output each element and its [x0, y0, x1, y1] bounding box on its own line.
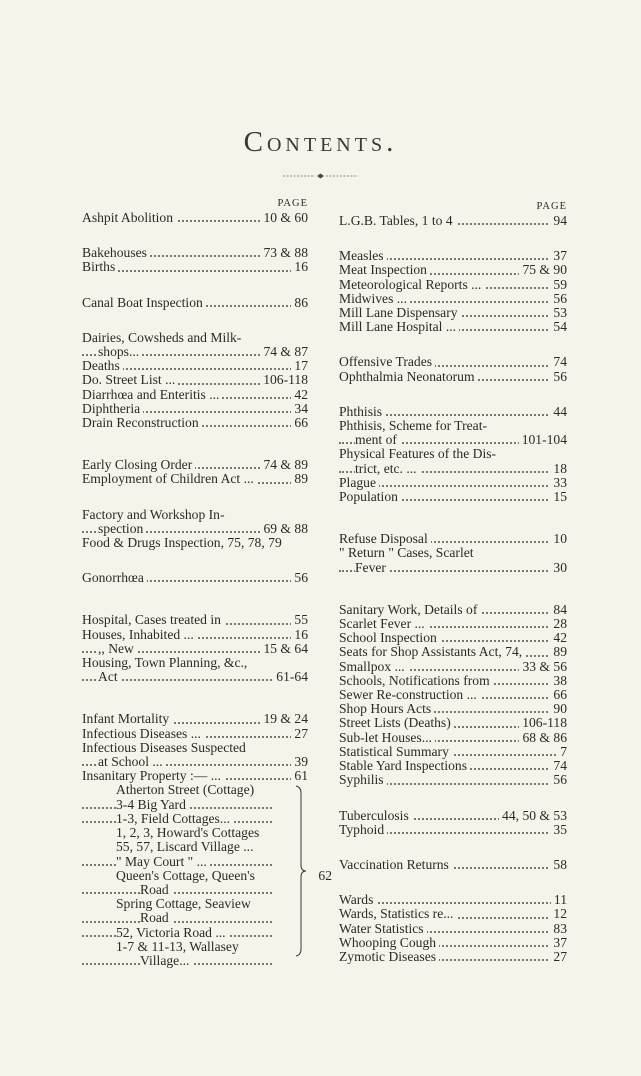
contents-subentry	[82, 783, 272, 797]
entry-label: Stable Yard Inspections	[339, 759, 470, 773]
contents-entry	[339, 263, 567, 277]
entry-label: shops...	[98, 345, 142, 359]
entry-label: 52, Victoria Road ...	[116, 926, 229, 940]
contents-entry	[339, 773, 567, 787]
entry-label: " May Court " ...	[116, 855, 210, 869]
entry-label: trict, etc. ...	[355, 462, 420, 476]
contents-entry	[339, 214, 567, 228]
section-gap	[339, 575, 567, 603]
entry-page: 44	[550, 405, 567, 419]
entry-page: 66	[550, 688, 567, 702]
entry-label: Ophthalmia Neonatorum	[339, 370, 478, 384]
entry-page: 84	[550, 603, 567, 617]
section-gap	[82, 275, 308, 296]
entry-label: Measles	[339, 249, 387, 263]
entry-label: Atherton Street (Cottage)	[116, 783, 257, 797]
entry-page: 106-118	[519, 716, 567, 730]
entry-label: Act	[98, 670, 121, 684]
contents-entry	[339, 674, 567, 688]
entry-label: Employment of Children Act ...	[82, 472, 257, 486]
contents-entry	[339, 419, 567, 433]
dot-leader	[82, 921, 272, 923]
contents-entry	[339, 950, 567, 964]
entry-label: Food & Drugs Inspection, 75, 78, 79	[82, 536, 285, 550]
contents-entry	[339, 922, 567, 936]
entry-page: 28	[550, 617, 567, 631]
contents-entry	[82, 359, 308, 373]
entry-page: 89	[291, 472, 308, 486]
entry-label: Physical Features of the Dis-	[339, 447, 499, 461]
entry-label: Canal Boat Inspection	[82, 296, 206, 310]
contents-entry	[82, 769, 308, 783]
section-gap	[339, 334, 567, 355]
entry-label: 3-4 Big Yard	[116, 798, 189, 812]
entry-label: Spring Cottage, Seaview	[116, 897, 254, 911]
entry-label: Smallpox ...	[339, 660, 408, 674]
entry-page: 83	[550, 922, 567, 936]
entry-label: Meat Inspection	[339, 263, 430, 277]
entry-page: 38	[550, 674, 567, 688]
contents-entry	[339, 809, 567, 823]
contents-subentry	[82, 883, 272, 897]
contents-entry	[339, 688, 567, 702]
contents-entry	[82, 402, 308, 416]
section-gap	[82, 310, 308, 331]
entry-label: Syphilis	[339, 773, 387, 787]
entry-page: 18	[550, 462, 567, 476]
section-gap	[339, 384, 567, 405]
contents-entry	[339, 278, 567, 292]
entry-label: Infant Mortality	[82, 712, 172, 726]
entry-label: Diarrhœa and Enteritis ...	[82, 388, 222, 402]
entry-label: Houses, Inhabited ...	[82, 628, 197, 642]
contents-subentry	[82, 855, 272, 869]
entry-label: Phthisis	[339, 405, 385, 419]
section-gap	[339, 504, 567, 532]
entry-label: Midwives ...	[339, 292, 410, 306]
contents-entry	[339, 405, 567, 419]
entry-label: Schools, Notifications from	[339, 674, 493, 688]
contents-subentry	[82, 940, 272, 954]
entry-label: Ashpit Abolition	[82, 211, 176, 225]
entry-page: 56	[550, 773, 567, 787]
contents-entry	[82, 345, 308, 359]
entry-page: 27	[291, 727, 308, 741]
contents-entry	[339, 617, 567, 631]
contents-subentry	[82, 812, 272, 826]
entry-label: Tuberculosis	[339, 809, 412, 823]
entry-label: Sewer Re-construction ...	[339, 688, 480, 702]
entry-label: Deaths	[82, 359, 123, 373]
contents-entry	[82, 670, 308, 684]
entry-label: School Inspection	[339, 631, 440, 645]
entry-label: Shop Hours Acts	[339, 702, 434, 716]
entry-label: Hospital, Cases treated in	[82, 613, 224, 627]
entry-label: at School ...	[98, 755, 166, 769]
entry-page: 10	[550, 532, 567, 546]
ornament-rule	[283, 173, 358, 179]
entry-label: Gonorrhœa	[82, 571, 147, 585]
entry-page: 10 & 60	[260, 211, 308, 225]
entry-page: 27	[550, 950, 567, 964]
entry-page: 55	[291, 613, 308, 627]
contents-subentry	[82, 954, 272, 968]
entry-label: Typhoid	[339, 823, 387, 837]
entry-page: 7	[557, 745, 567, 759]
entry-page: 42	[291, 388, 308, 402]
entry-label: Meteorological Reports ...	[339, 278, 484, 292]
contents-entry	[339, 858, 567, 872]
entry-label: Mill Lane Dispensary	[339, 306, 461, 320]
right-brace	[294, 785, 308, 957]
contents-entry	[339, 476, 567, 490]
section-gap	[339, 837, 567, 858]
entry-page: 90	[550, 702, 567, 716]
entry-label: Seats for Shop Assistants Act, 74,	[339, 645, 525, 659]
entry-label: Infectious Diseases ...	[82, 727, 204, 741]
entry-page: 101-104	[519, 433, 567, 447]
contents-entry	[82, 628, 308, 642]
contents-subentry	[82, 911, 272, 925]
entry-page: 17	[291, 359, 308, 373]
page-column-heading: PAGE	[536, 201, 567, 212]
entry-label: Phthisis, Scheme for Treat-	[339, 419, 490, 433]
entry-label: Road	[140, 911, 172, 925]
contents-entry	[82, 642, 308, 656]
entry-page: 75 & 90	[519, 263, 567, 277]
contents-entry	[339, 370, 567, 384]
entry-label: L.G.B. Tables, 1 to 4	[339, 214, 456, 228]
contents-entry	[339, 893, 567, 907]
contents-entry	[339, 823, 567, 837]
entry-label: Queen's Cottage, Queen's	[116, 869, 258, 883]
entry-label: Sub-let Houses...	[339, 731, 435, 745]
entry-label: Offensive Trades	[339, 355, 435, 369]
entry-page: 74	[550, 759, 567, 773]
section-gap	[82, 684, 308, 712]
contents-entry	[82, 246, 308, 260]
entry-page: 61	[291, 769, 308, 783]
entry-label: Early Closing Order	[82, 458, 195, 472]
entry-label: Sanitary Work, Details of	[339, 603, 480, 617]
entry-page: 53	[550, 306, 567, 320]
entry-label: Zymotic Diseases	[339, 950, 439, 964]
contents-subentry	[82, 869, 272, 883]
entry-label: Wards	[339, 893, 376, 907]
entry-page: 94	[550, 214, 567, 228]
contents-entry	[339, 561, 567, 575]
contents-entry	[339, 936, 567, 950]
section-gap	[82, 585, 308, 613]
entry-page: 42	[550, 631, 567, 645]
contents-entry	[339, 447, 567, 461]
contents-entry	[82, 656, 308, 670]
entry-page: 33	[550, 476, 567, 490]
entry-label: 1-3, Field Cottages...	[116, 812, 233, 826]
entry-label: Births	[82, 260, 118, 274]
contents-entry	[339, 320, 567, 334]
contents-entry	[339, 660, 567, 674]
entry-page: 34	[291, 402, 308, 416]
entry-page: 11	[551, 893, 567, 907]
page-title: Contents.	[243, 126, 398, 158]
entry-label: Mill Lane Hospital ...	[339, 320, 459, 334]
section-gap	[82, 487, 308, 508]
contents-entry	[82, 741, 308, 755]
contents-entry	[339, 603, 567, 617]
entry-label: Bakehouses	[82, 246, 150, 260]
contents-entry	[82, 296, 308, 310]
entry-page: 89	[550, 645, 567, 659]
section-gap	[82, 550, 308, 571]
entry-label: Refuse Disposal	[339, 532, 431, 546]
entry-label: Population	[339, 490, 401, 504]
entry-label: Wards, Statistics re...	[339, 907, 456, 921]
entry-label: Do. Street List ...	[82, 373, 178, 387]
entry-page: 106-118	[260, 373, 308, 387]
section-gap	[82, 430, 308, 458]
contents-entry	[82, 613, 308, 627]
contents-entry	[339, 292, 567, 306]
contents-entry	[82, 536, 308, 550]
contents-subentry	[82, 826, 272, 840]
entry-label: Vaccination Returns	[339, 858, 452, 872]
contents-entry	[339, 532, 567, 546]
entry-label: Road	[140, 883, 172, 897]
contents-entry	[82, 727, 308, 741]
entry-page: 56	[550, 292, 567, 306]
entry-page: 16	[291, 628, 308, 642]
entry-page: 44, 50 & 53	[499, 809, 567, 823]
entry-label: Diphtheria	[82, 402, 143, 416]
contents-entry	[82, 373, 308, 387]
entry-page: 19 & 24	[260, 712, 308, 726]
entry-label: Scarlet Fever ...	[339, 617, 428, 631]
entry-page: 30	[550, 561, 567, 575]
dot-leader	[82, 892, 272, 894]
contents-entry	[339, 745, 567, 759]
contents-entry	[339, 546, 567, 560]
entry-label: ment of	[355, 433, 400, 447]
entry-page: 66	[291, 416, 308, 430]
entry-page: 86	[291, 296, 308, 310]
entry-label: Drain Reconstruction	[82, 416, 202, 430]
entry-label: Dairies, Cowsheds and Milk-	[82, 331, 244, 345]
contents-entry	[82, 458, 308, 472]
section-gap	[82, 225, 308, 246]
contents-entry	[82, 712, 308, 726]
contents-entry	[82, 260, 308, 274]
contents-entry	[82, 388, 308, 402]
entry-page: 39	[291, 755, 308, 769]
entry-label: Street Lists (Deaths)	[339, 716, 454, 730]
insanitary-property-list	[82, 783, 332, 968]
contents-entry	[339, 306, 567, 320]
page-column-heading: PAGE	[277, 198, 308, 209]
contents-column-left	[82, 196, 332, 968]
contents-entry	[82, 571, 308, 585]
entry-label: Plague	[339, 476, 379, 490]
contents-entry	[339, 433, 567, 447]
section-gap	[339, 788, 567, 809]
contents-entry	[82, 472, 308, 486]
entry-page: 61-64	[273, 670, 308, 684]
contents-entry	[339, 249, 567, 263]
contents-entry	[339, 355, 567, 369]
contents-entry	[339, 731, 567, 745]
section-gap	[339, 872, 567, 893]
entry-page: 59	[550, 278, 567, 292]
entry-page: 74 & 89	[260, 458, 308, 472]
entry-page: 15	[550, 490, 567, 504]
entry-label: " Return " Cases, Scarlet	[339, 546, 477, 560]
entry-label: Village...	[140, 954, 192, 968]
entry-page: 37	[550, 936, 567, 950]
contents-subentry	[82, 926, 272, 940]
brace-page-ref: 62	[318, 868, 332, 884]
contents-entry	[339, 702, 567, 716]
entry-page: 54	[550, 320, 567, 334]
entry-page: 68 & 86	[519, 731, 567, 745]
entry-label: Housing, Town Planning, &c.,	[82, 656, 250, 670]
entry-label: Water Statistics	[339, 922, 427, 936]
entry-label: 55, 57, Liscard Village ...	[116, 840, 256, 854]
contents-entry	[339, 631, 567, 645]
entry-page: 74 & 87	[260, 345, 308, 359]
entry-label: 1-7 & 11-13, Wallasey	[116, 940, 242, 954]
entry-label: spection	[98, 522, 146, 536]
entry-label: Fever	[355, 561, 389, 575]
contents-subentry	[82, 798, 272, 812]
brace-path	[296, 786, 306, 956]
contents-entry	[339, 462, 567, 476]
entry-label: 1, 2, 3, Howard's Cottages	[116, 826, 262, 840]
entry-page: 15 & 64	[260, 642, 308, 656]
entry-page: 73 & 88	[260, 246, 308, 260]
contents-entry	[339, 759, 567, 773]
contents-entry	[82, 508, 308, 522]
entry-page: 58	[550, 858, 567, 872]
contents-subentry	[82, 840, 272, 854]
contents-entry	[82, 755, 308, 769]
entry-page: 16	[291, 260, 308, 274]
contents-entry	[339, 907, 567, 921]
contents-column-right	[339, 199, 567, 964]
entry-label: Whooping Cough	[339, 936, 439, 950]
entry-page: 74	[550, 355, 567, 369]
entry-label: ,, New	[98, 642, 137, 656]
entry-page: 56	[550, 370, 567, 384]
entry-label: Statistical Summary	[339, 745, 452, 759]
section-gap	[339, 228, 567, 249]
contents-entry	[82, 416, 308, 430]
entry-label: Infectious Diseases Suspected	[82, 741, 249, 755]
contents-subentry	[82, 897, 272, 911]
entry-page: 69 & 88	[260, 522, 308, 536]
contents-entry	[339, 490, 567, 504]
entry-label: Insanitary Property :— ...	[82, 769, 224, 783]
entry-page: 56	[291, 571, 308, 585]
contents-entry	[82, 211, 308, 225]
contents-entry	[82, 522, 308, 536]
contents-entry	[339, 716, 567, 730]
entry-page: 37	[550, 249, 567, 263]
contents-entry	[82, 331, 308, 345]
entry-page: 33 & 56	[519, 660, 567, 674]
entry-label: Factory and Workshop In-	[82, 508, 228, 522]
entry-page: 35	[550, 823, 567, 837]
contents-entry	[339, 645, 567, 659]
entry-page: 12	[550, 907, 567, 921]
